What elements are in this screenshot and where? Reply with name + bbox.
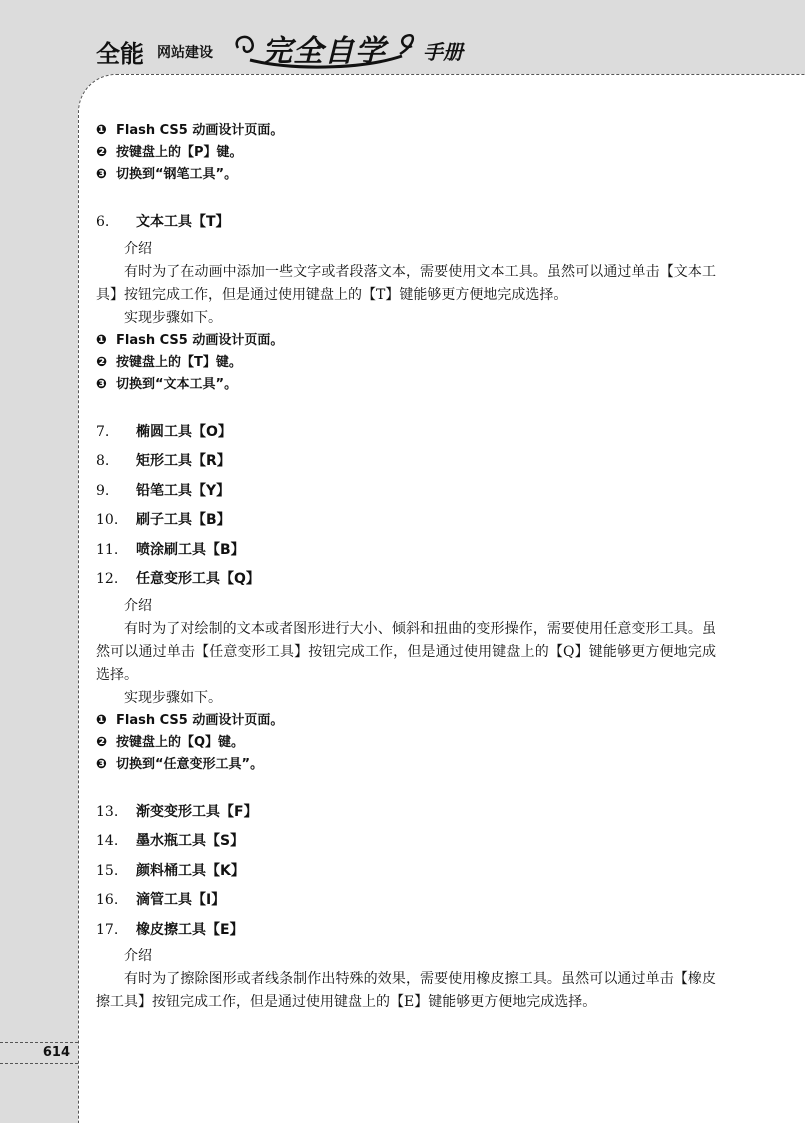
- section-number: 15.: [96, 862, 119, 879]
- section-heading: [96, 447, 716, 477]
- section-title: 喷涂刷工具【B】: [136, 541, 245, 558]
- section-title: 墨水瓶工具【S】: [136, 833, 245, 849]
- step-text: 切换到“钢笔工具”。: [116, 167, 238, 182]
- step-text: 切换到“任意变形工具”。: [116, 756, 264, 772]
- intro-paragraph: 有时为了在动画中添加一些文字或者段落文本，需要使用文本工具。虽然可以通过单击【文本工具】按钮完成工作，但是通过使用键盘上的【T】键能够更方便地完成选择。: [96, 263, 716, 303]
- steps-label: 实现步骤如下。: [124, 689, 222, 706]
- section-heading: [96, 536, 716, 566]
- section-number: 17.: [96, 921, 119, 938]
- logo-text: 完全自学: [262, 34, 386, 69]
- brand-main: 全能: [96, 40, 144, 68]
- step-text: 按键盘上的【T】键。: [116, 354, 242, 370]
- page-header: [0, 0, 805, 78]
- section-number: 7.: [96, 423, 110, 440]
- step-item: [96, 754, 716, 776]
- step-list: [96, 330, 716, 396]
- section-heading: [96, 565, 716, 595]
- section-title: 滴管工具【I】: [136, 892, 226, 908]
- step-text: Flash CS5 动画设计页面。: [116, 332, 284, 348]
- step-text: Flash CS5 动画设计页面。: [116, 712, 284, 728]
- intro-label: 介绍: [124, 597, 152, 614]
- section-number: 10.: [96, 512, 119, 528]
- section-number: 12.: [96, 571, 119, 587]
- step-item: [96, 142, 716, 164]
- step-number: ❶: [96, 123, 108, 138]
- brand-tail: 手册: [423, 40, 463, 64]
- section-number: 11.: [96, 541, 119, 558]
- step-item: [96, 732, 716, 754]
- section-title: 刷子工具【B】: [136, 512, 231, 528]
- page-content: [96, 120, 716, 1014]
- step-text: Flash CS5 动画设计页面。: [116, 123, 284, 138]
- section-heading: [96, 506, 716, 536]
- section-heading: [96, 208, 716, 238]
- step-text: 切换到“文本工具”。: [116, 376, 238, 392]
- section-heading: [96, 418, 716, 448]
- step-text: 按键盘上的【P】键。: [116, 145, 243, 160]
- step-item: [96, 330, 716, 352]
- page-number: 614: [0, 1042, 78, 1064]
- tool-list: [96, 798, 716, 946]
- section-heading: [96, 798, 716, 828]
- step-number: ❸: [96, 756, 108, 772]
- section-heading: [96, 886, 716, 916]
- section-title: 颜料桶工具【K】: [136, 862, 245, 879]
- section-title: 文本工具【T】: [136, 214, 230, 230]
- section-heading: [96, 477, 716, 507]
- step-list: [96, 710, 716, 776]
- section-number: 14.: [96, 833, 119, 849]
- step-number: ❷: [96, 145, 108, 160]
- step-item: [96, 374, 716, 396]
- section-heading: [96, 827, 716, 857]
- tool-list: [96, 418, 716, 595]
- intro-label: 介绍: [124, 948, 152, 964]
- step-number: ❸: [96, 376, 108, 392]
- intro-paragraph: 有时为了对绘制的文本或者图形进行大小、倾斜和扭曲的变形操作，需要使用任意变形工具。虽然可以通过单击【任意变形工具】按钮完成工作，但是通过使用键盘上的【Q】键能够更方便地完成选择。: [96, 620, 716, 683]
- section-title: 渐变变形工具【F】: [136, 803, 258, 820]
- section-number: 6.: [96, 214, 110, 230]
- section-number: 8.: [96, 453, 110, 469]
- brand-sub: 网站建设: [157, 45, 213, 61]
- section-title: 橡皮擦工具【E】: [136, 921, 244, 938]
- step-number: ❷: [96, 354, 108, 370]
- section-title: 铅笔工具【Y】: [136, 482, 231, 499]
- intro-paragraph: 有时为了擦除图形或者线条制作出特殊的效果，需要使用橡皮擦工具。虽然可以通过单击【橡皮擦工具】按钮完成工作，但是通过使用键盘上的【E】键能够更方便地完成选择。: [96, 971, 716, 1010]
- step-number: ❷: [96, 734, 108, 750]
- step-text: 按键盘上的【Q】键。: [116, 734, 245, 750]
- step-item: [96, 352, 716, 374]
- section-number: 16.: [96, 892, 119, 908]
- step-number: ❸: [96, 167, 108, 182]
- section-title: 任意变形工具【Q】: [136, 571, 260, 587]
- section-title: 椭圆工具【O】: [136, 423, 232, 440]
- section-number: 13.: [96, 803, 119, 820]
- section-heading: [96, 857, 716, 887]
- section-title: 矩形工具【R】: [136, 453, 231, 469]
- step-item: [96, 710, 716, 732]
- step-number: ❶: [96, 712, 108, 728]
- step-list: [96, 120, 716, 186]
- section-number: 9.: [96, 482, 110, 499]
- step-number: ❶: [96, 332, 108, 348]
- intro-label: 介绍: [124, 240, 152, 257]
- step-item: [96, 164, 716, 186]
- section-heading: [96, 916, 716, 946]
- step-item: [96, 120, 716, 142]
- steps-label: 实现步骤如下。: [124, 309, 222, 326]
